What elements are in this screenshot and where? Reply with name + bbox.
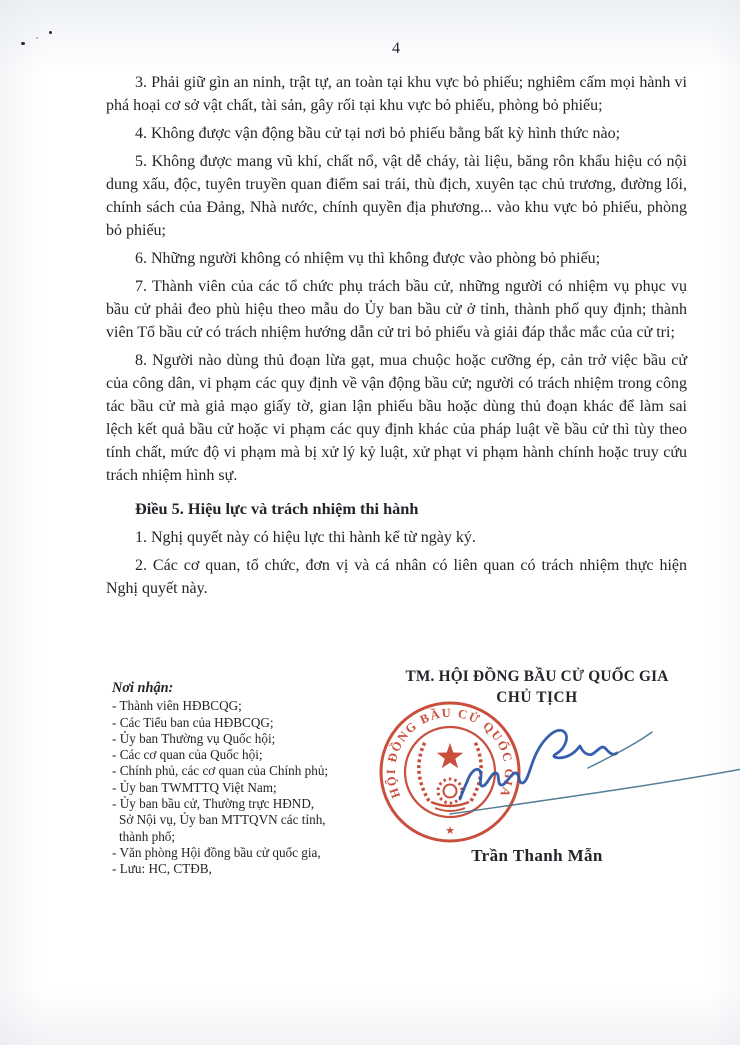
recipient-item: - Ủy ban TWMTTQ Việt Nam;: [112, 779, 277, 795]
paragraph-8: 8. Người nào dùng thủ đoạn lừa gạt, mua chuộc hoặc cưỡng ép, cản trở việc bầu cử của công dân, vi phạm các quy định về vận động bầu cử; người có trách nhiệm trong công tác bầu cử mà giả mạo giấy tờ, gian lận phiếu bầu hoặc dùng thủ đoạn khác để làm sai lệch kết quả bầu cử hoặc vi phạm các quy định khác của pháp luật về bầu cử thì tùy theo tính chất, mức độ vi phạm mà bị xử lý kỷ luật, xử phạt vi phạm hành chính hoặc truy cứu trách nhiệm hình sự.: [106, 352, 687, 484]
recipient-item: - Các Tiểu ban của HĐBCQG;: [112, 714, 274, 730]
official-seal: [374, 698, 526, 848]
article-5-item-2: 2. Các cơ quan, tổ chức, đơn vị và cá nhân có liên quan có trách nhiệm thực hiện Nghị quyết này.: [106, 557, 687, 597]
document-body: [106, 71, 687, 605]
page-number: 4: [392, 40, 401, 57]
recipient-item: - Thành viên HĐBCQG;: [112, 698, 242, 714]
recipient-item: - Văn phòng Hội đồng bầu cử quốc gia,: [112, 844, 321, 860]
signing-authority: TM. HỘI ĐỒNG BẦU CỬ QUỐC GIA: [405, 668, 669, 685]
recipients-label: Nơi nhận:: [112, 680, 174, 696]
article-5-heading: Điều 5. Hiệu lực và trách nhiệm thi hành: [135, 499, 419, 518]
emblem-banner-lower: [435, 808, 465, 811]
paragraph-3: 3. Phải giữ gìn an ninh, trật tự, an toàn tại khu vực bỏ phiếu; nghiêm cấm mọi hành vi phá hoại cơ sở vật chất, tài sản, gây rối tại khu vực bỏ phiếu, phòng bỏ phiếu;: [106, 74, 687, 114]
paragraph-5: 5. Không được mang vũ khí, chất nổ, vật dễ cháy, tài liệu, băng rôn khẩu hiệu có nội dung xấu, độc, tuyên truyền quan điểm sai trái, thù địch, xuyên tạc chủ trương, đường lối, chính sách của Đảng, Nhà nước, chính quyền địa phương... vào khu vực bỏ phiếu, phòng bỏ phiếu;: [106, 153, 687, 239]
recipient-item: - Các cơ quan của Quốc hội;: [112, 747, 263, 763]
signature-upper-flourish: [588, 732, 652, 768]
seal-outer-ring: [381, 703, 519, 841]
paragraph-4: 4. Không được vận động bầu cử tại nơi bỏ phiếu bằng bất kỳ hình thức nào;: [135, 125, 621, 142]
emblem-gear-icon: [438, 779, 462, 803]
recipients-block: [112, 680, 380, 878]
seal-ring-text: HỘI ĐỒNG BẦU CỬ QUỐC GIA: [383, 705, 517, 801]
paragraph-7: 7. Thành viên của các tổ chức phụ trách bầu cử, những người có nhiệm vụ phục vụ bầu cử phải đeo phù hiệu theo mẫu do Ủy ban bầu cử ở tỉnh, thành phố quy định; thành viên Tổ bầu cử có trách nhiệm hướng dẫn cử tri bỏ phiếu và giải đáp thắc mắc của cử tri;: [106, 278, 687, 341]
signer-name: Trần Thanh Mẫn: [471, 846, 603, 865]
scan-speck: [36, 37, 38, 39]
recipient-item-continuation: Sở Nội vụ, Ủy ban MTTQVN các tỉnh,: [119, 812, 326, 828]
article-5-item-1: 1. Nghị quyết này có hiệu lực thi hành kể từ ngày ký.: [135, 529, 476, 546]
emblem-gear-hub: [444, 785, 457, 798]
scan-speck: [21, 42, 25, 45]
paragraph-6: 6. Những người không có nhiệm vụ thì không được vào phòng bỏ phiếu;: [135, 250, 601, 267]
recipient-item: - Lưu: HC, CTĐB,: [112, 861, 212, 877]
seal-bottom-star-icon: ★: [445, 825, 455, 837]
recipient-item: - Ủy ban Thường vụ Quốc hội;: [112, 730, 276, 746]
signer-title: CHỦ TỊCH: [496, 689, 578, 706]
recipient-item: - Ủy ban bầu cử, Thường trực HĐND,: [112, 796, 315, 812]
emblem-rice-wreath-right: [471, 742, 481, 801]
recipient-item: - Chính phủ, các cơ quan của Chính phủ;: [112, 763, 329, 779]
emblem-star-icon: [437, 743, 464, 768]
emblem-rice-wreath-left: [419, 742, 429, 801]
scan-speck: [49, 31, 52, 34]
recipient-item-continuation: thành phố;: [119, 828, 176, 844]
